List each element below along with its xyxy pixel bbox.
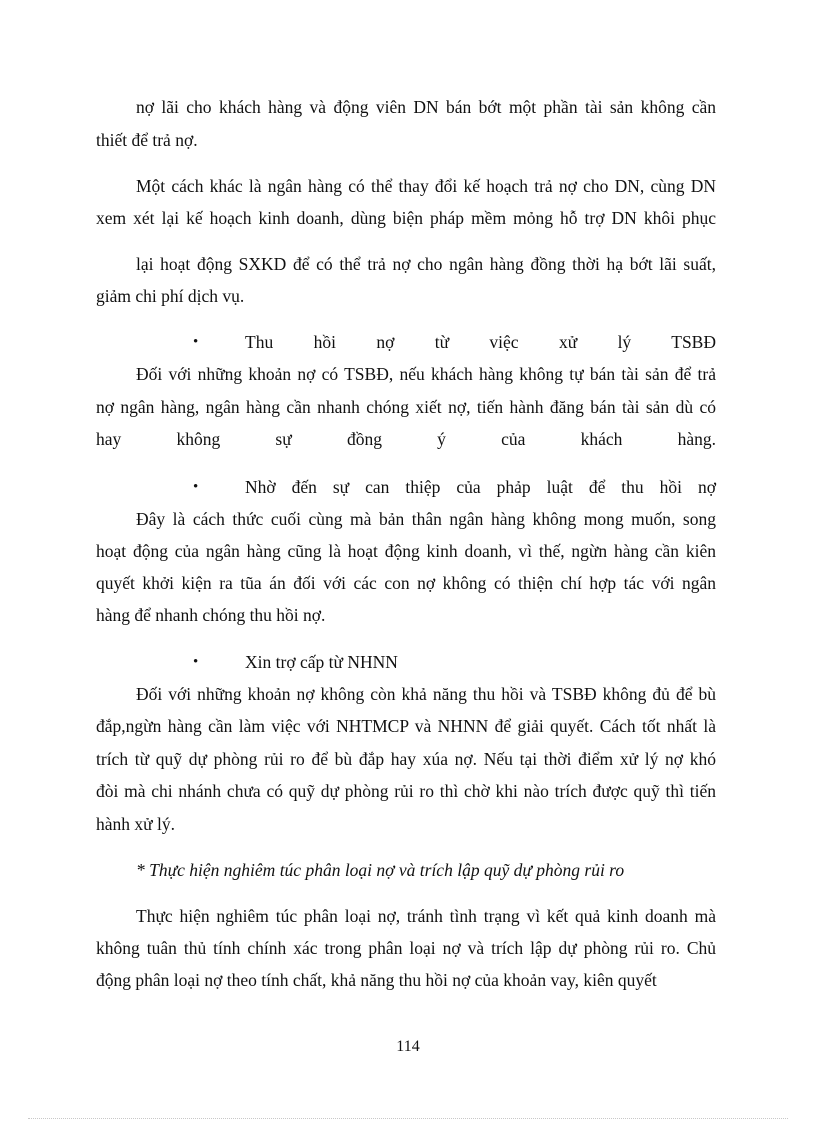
text-line: không tuân thủ tính chính xác trong phân loại nợ và trích lập dự phòng rủi ro. Chủ bbox=[96, 938, 716, 958]
text-line: Đây là cách thức cuối cùng mà bản thân ngân hàng không mong muốn, song bbox=[136, 509, 716, 529]
text-line: thiết để trả nợ. bbox=[96, 130, 198, 150]
bullet-heading: Thu hồi nợ từ việc xử lý TSBĐ bbox=[245, 332, 716, 352]
text-line: Thực hiện nghiêm túc phân loại nợ, tránh tình trạng vì kết quả kinh doanh mà bbox=[136, 906, 716, 926]
text-line: đòi mà chi nhánh chưa có quỹ dự phòng rủi ro thì chờ khi nào trích được quỹ thì tiến bbox=[96, 781, 716, 801]
text-line: đắp,ngừn hàng cần làm việc với NHTMCP và NHNN để giải quyết. Cách tốt nhất là bbox=[96, 716, 716, 736]
text-line: nợ ngân hàng, ngân hàng cần nhanh chóng xiết nợ, tiến hành đăng bán tài sản dù có bbox=[96, 397, 716, 417]
text-line: Đối với những khoản nợ có TSBĐ, nếu khách hàng không tự bán tài sản để trả bbox=[136, 364, 716, 384]
bullet-heading: Nhờ đến sự can thiệp của phảp luật để thu hồi nợ bbox=[245, 477, 716, 497]
bullet-icon: • bbox=[193, 479, 199, 495]
bullet-heading: Xin trợ cấp từ NHNN bbox=[245, 652, 398, 672]
text-line: hoạt động của ngân hàng cũng là hoạt động kinh doanh, vì thế, ngừn hàng cần kiên bbox=[96, 541, 716, 561]
text-line: Đối với những khoản nợ không còn khả năng thu hồi và TSBĐ không đủ để bù bbox=[136, 684, 716, 704]
page-divider bbox=[28, 1118, 788, 1119]
text-line: lại hoạt động SXKD để có thể trả nợ cho ngân hàng đồng thời hạ bớt lãi suất, bbox=[136, 254, 716, 274]
text-line: hàng để nhanh chóng thu hồi nợ. bbox=[96, 605, 326, 625]
text-line: giảm chi phí dịch vụ. bbox=[96, 286, 245, 306]
bullet-icon: • bbox=[193, 654, 199, 670]
text-line: Một cách khác là ngân hàng có thể thay đổi kế hoạch trả nợ cho DN, cùng DN bbox=[136, 176, 716, 196]
page-number: 114 bbox=[396, 1038, 420, 1055]
bullet-icon: • bbox=[193, 334, 199, 350]
text-line: xem xét lại kế hoạch kinh doanh, dùng biện pháp mềm mỏng hỗ trợ DN khôi phục bbox=[96, 208, 716, 228]
text-line: hay không sự đồng ý của khách hàng. bbox=[96, 429, 716, 449]
text-line: trích từ quỹ dự phòng rủi ro để bù đắp hay xúa nợ. Nếu tại thời điểm xử lý nợ khó bbox=[96, 749, 716, 769]
text-line: động phân loại nợ theo tính chất, khả năng thu hồi nợ của khoản vay, kiên quyết bbox=[96, 970, 657, 990]
text-line: quyết khởi kiện ra tũa án đối với các con nợ không có thiện chí hợp tác với ngân bbox=[96, 573, 716, 593]
section-heading: * Thực hiện nghiêm túc phân loại nợ và trích lập quỹ dự phòng rủi ro bbox=[136, 860, 625, 880]
text-line: hành xử lý. bbox=[96, 814, 175, 834]
text-line: nợ lãi cho khách hàng và động viên DN bán bớt một phần tài sản không cần bbox=[136, 97, 716, 117]
